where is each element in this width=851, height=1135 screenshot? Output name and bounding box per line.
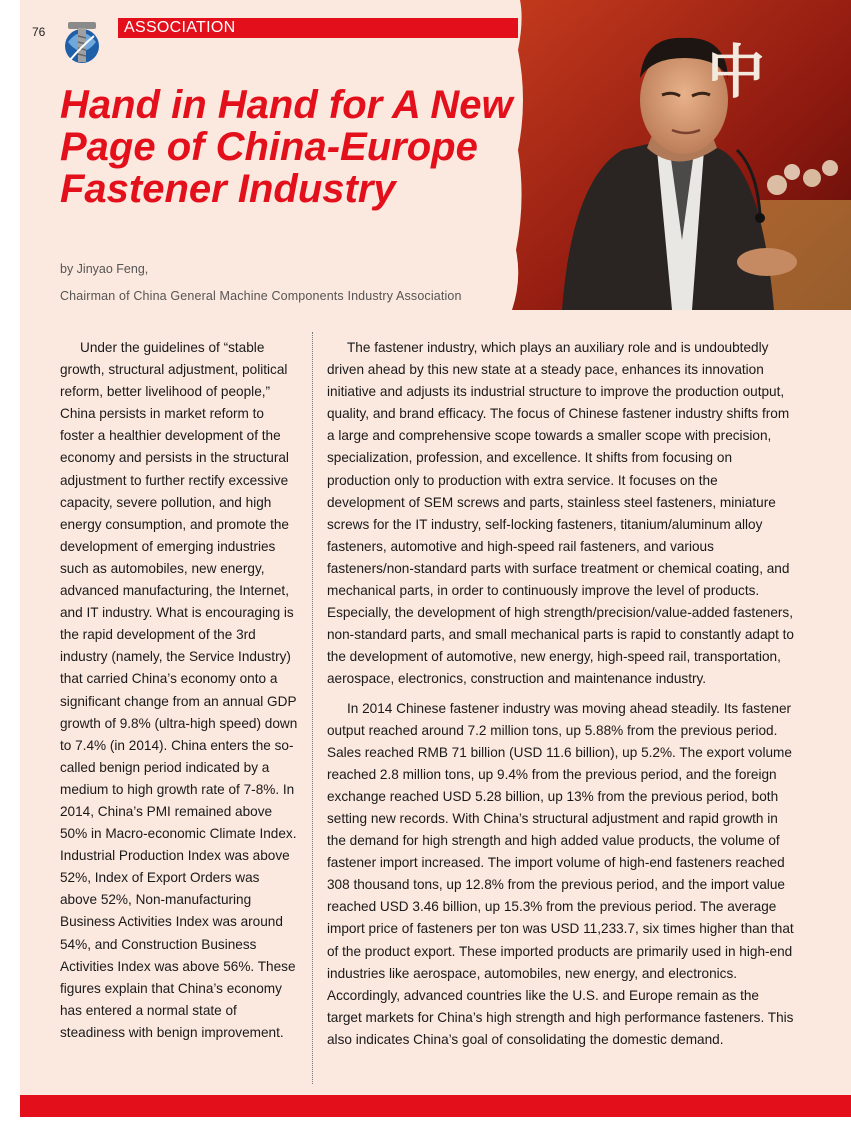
speaker-photo — [512, 0, 851, 310]
article-paragraph: The fastener industry, which plays an auxiliary role and is undoubtedly driven ahead by this new state at a steady pace, enhances its innovation initiative and adjusts its industrial structure to improve the production output, quality, and brand efficacy. The focus of Chinese fastener industry shifts from a large and comprehensive scope towards a smaller scope with precision, specialization, profession, and excellence. It shifts from focusing on production only to production with extra service. It focuses on the development of SEM screws and parts, stainless steel fasteners, miniature screws for the IT industry, self-locking fasteners, titanium/aluminum alloy fasteners, automotive and high-speed rail fasteners, and various fasteners/non-standard parts with surface treatment or chemical coating, and mechanical parts, in order to continuously improve the level of products. Especially, the development of high strength/precision/value-added fasteners, non-standard parts, and small mechanical parts is rapid to constantly adapt to the development of automotive, new energy, high-speed rail, transportation, aerospace, electronics, construction and maintenance industry. — [327, 340, 794, 687]
sign-character: 中 — [707, 38, 766, 106]
article-paragraph: In 2014 Chinese fastener industry was moving ahead steadily. Its fastener output reached around 7.2 million tons, up 5.88% from the previous period. Sales reached RMB 71 billion (USD 11.6 billion), up 5.2%. The export volume reached 2.8 million tons, up 9.4% from the previous period, and the foreign exchange reached USD 5.28 billion, up 13% from the previous period, both setting new records. With China’s structural adjustment and rapid growth in the demand for high strength and high added value products, the volume of fastener import increased. The import volume of high-end fasteners reached 308 thousand tons, up 12.8% from the previous period, and the import value reached USD 3.46 billion, up 15.3% from the previous period. The average import price of fasteners per ton was USD 11,233.7, six times higher than that of the product export. These imported products are primarily used in high-end industries like aerospace, automobiles, new energy, and electronics. Accordingly, advanced countries like the U.S. and Europe remain as the target markets for China’s high strength and high performance fasteners. This also indicates China’s goal of consolidating the domestic demand. — [327, 700, 794, 1047]
section-header-bar — [118, 18, 518, 38]
byline: by Jinyao Feng, — [60, 262, 149, 276]
footer-bar — [20, 1095, 851, 1117]
article-title: Hand in Hand for A New Page of China-Europe Fastener Industry — [60, 83, 513, 211]
article-paragraph: Under the guidelines of “stable growth, structural adjustment, political reform, better livelihood of people,” China persists in market reform to foster a healthier development of the economy and persists in the structural adjustment to further rectify excessive capacity, severe pollution, and high energy consumption, and promote the development of emerging industries such as automobiles, new energy, advanced manufacturing, the Internet, and IT industry. What is encouraging is the rapid development of the 3rd industry (namely, the Service Industry) that carried China’s economy onto a significant change from an annual GDP growth of 9.8% (ultra-high speed) down to 7.4% (in 2014). China enters the so-called benign period indicated by a medium to high growth rate of 7-8%. In 2014, China’s PMI remained above 50% in Macro-economic Climate Index. Industrial Production Index was above 52%, Index of Export Orders was above 52%, Non-manufacturing Business Activities Index was around 54%, and Construction Business Activities Index was above 56%. These figures explain that China’s economy has entered a normal state of steadiness with benign improvement. — [60, 340, 298, 1040]
right-column — [327, 337, 797, 1051]
section-label: ASSOCIATION — [124, 19, 236, 36]
column-divider — [312, 332, 313, 1084]
page-number: 76 — [32, 25, 46, 39]
fastener-association-logo-icon — [60, 16, 104, 66]
left-column — [60, 337, 298, 1044]
author-affiliation: Chairman of China General Machine Components Industry Association — [60, 289, 462, 303]
